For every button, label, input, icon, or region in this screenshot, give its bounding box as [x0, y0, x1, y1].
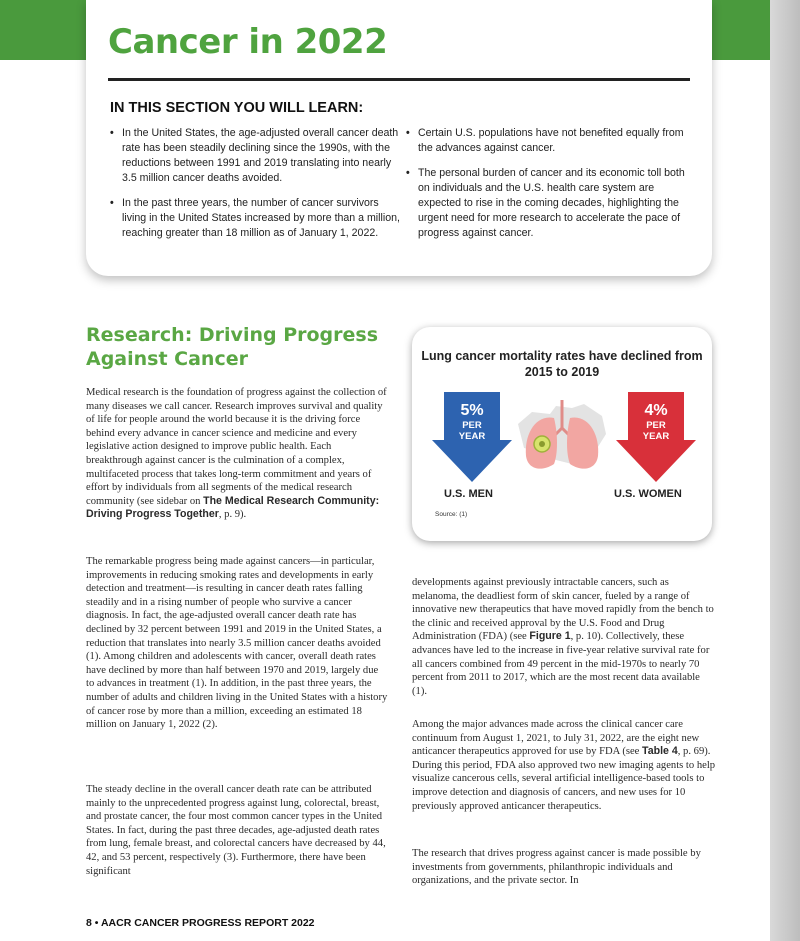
learn-bullet: • In the United States, the age-adjusted overall cancer death rate has been steadily declining since the 1990s, with the reductions between 1991 and 2019 translating into nearly 3.5 million cancer deaths avoided. — [110, 126, 400, 186]
paragraph-1 — [86, 386, 388, 522]
women-year: YEAR — [642, 431, 670, 442]
paragraph-text: Medical research is the foundation of progress against the collection of many diseases we call cancer. Research improves survival and quality of life for people around the world because it is the driving force behind every advance in cancer science and medicine and every legislative action designed to improve public health. Each breakthrough against cancer is the culmination of a complex, multifaceted process that takes long-term commitment and years of effort by individuals from all segments of the medical research community (see sidebar on — [86, 387, 387, 507]
men-label: U.S. MEN — [444, 488, 493, 500]
women-per: PER — [646, 420, 666, 431]
paragraph-text: , p. 9). — [218, 509, 247, 521]
women-rate-stat — [628, 402, 684, 442]
women-percent: 4% — [644, 402, 668, 419]
paragraph-6: The research that drives progress against cancer is made possible by investments from governments, philanthropic individuals and organizations, and the private sector. In — [412, 848, 701, 887]
men-per: PER — [462, 420, 482, 431]
page-edge-shadow — [770, 0, 800, 941]
women-label: U.S. WOMEN — [614, 488, 682, 500]
learn-bullet: • Certain U.S. populations have not benefited equally from the advances against cancer. — [406, 126, 691, 156]
learn-bullet: • The personal burden of cancer and its economic toll both on individuals and the U.S. health care system are expected to rise in the coming decades, highlighting the urgent need for more research to accelerate the pace of progress against cancer. — [406, 166, 691, 241]
paragraph-2: The remarkable progress being made against cancers—in particular, improvements in reducing smoking rates and developments in early detection and treatment—is resulting in cancer death rates falling steadily and in a rising number of people who survive a cancer diagnosis. In fact, the age-adjusted overall cancer death rate has declined by 32 percent between 1991 and 2019 in the United States, a reduction that translates into nearly 3.5 million cancer deaths avoided (1). Among children and adolescents with cancer, overall death rates have declined by more than half between 1970 and 2019, largely due to advances in treatment (1). In addition, in the past three years, the number of adults and children living in the United States with a history of cancer rose by more than a million, exceeding an estimated 18 million on January 1, 2022 (2). — [86, 556, 388, 731]
paragraph-4 — [412, 576, 717, 698]
infographic-source: Source: (1) — [435, 511, 468, 518]
sidebar-reference-link[interactable]: The Medical Research Community: Driving Progress Together — [86, 494, 380, 521]
figure-reference-link[interactable]: Figure 1 — [529, 630, 571, 643]
page-footer: 8 • AACR CANCER PROGRESS REPORT 2022 — [86, 917, 315, 929]
table-reference-link[interactable]: Table 4 — [642, 745, 678, 758]
page-title: Cancer in 2022 — [108, 22, 388, 62]
men-year: YEAR — [458, 431, 486, 442]
learn-list-right — [406, 126, 691, 251]
learn-bullet: • In the past three years, the number of cancer survivors living in the United States increased by more than a million, reaching greater than 18 million as of January 1, 2022. — [110, 196, 400, 241]
learn-heading: IN THIS SECTION YOU WILL LEARN: — [110, 100, 364, 116]
paragraph-text: Among the major advances made across the clinical cancer care continuum from August 1, 2021, to July 31, 2022, are the eight new anticancer therapeutics approved for use by FDA (see — [412, 719, 700, 758]
paragraph-3: The steady decline in the overall cancer death rate can be attributed mainly to the unprecedented progress against lung, colorectal, breast, and prostate cancer, the four most common cancer types in the United States. In fact, during the past three decades, age-adjusted death rates from lung, female breast, and colorectal cancers have decreased by 44, 42, and 53 percent, respectively (3). Furthermore, there have been significant — [86, 784, 386, 877]
section-heading: Research: Driving Progress Against Cancer — [86, 324, 379, 370]
men-percent: 5% — [460, 402, 484, 419]
paragraph-5 — [412, 718, 717, 813]
paragraph-text: , p. 10). Collectively, these advances have led to the increase in five-year relative survival rate for all cancers combined from 49 percent in the mid-1970s to nearly 70 percent from 2011 to 2017, which are the most recent data available (1). — [412, 631, 710, 697]
infographic-title: Lung cancer mortality rates have declined from 2015 to 2019 — [421, 349, 703, 379]
learn-list-left — [110, 126, 400, 251]
paragraph-text: , p. 69). During this period, FDA also approved two new imaging agents to help visualize cancerous cells, several artificial intelligence-based tools to improve detection and diagnosis of cancers, and new uses for 10 previously approved anticancer therapeutics. — [412, 746, 716, 812]
men-rate-stat — [444, 402, 500, 442]
lungs-icon — [512, 394, 612, 476]
paragraph-text: developments against previously intractable cancers, such as melanoma, the deadliest form of skin cancer, fueled by a range of innovative new therapeutics that have moved rapidly from the bench to the clinic and received approval by the U.S. Food and Drug Administration (FDA) (see — [412, 577, 714, 643]
title-divider — [108, 78, 690, 81]
